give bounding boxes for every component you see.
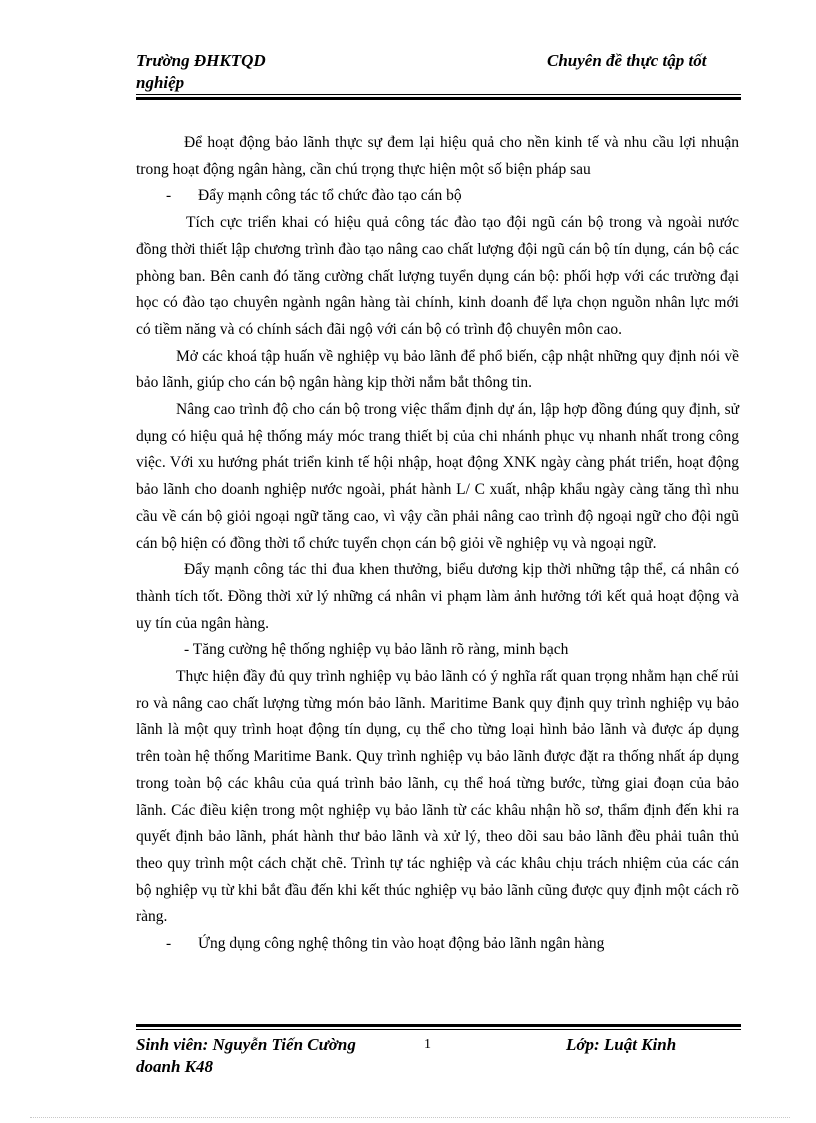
header-title-continued: nghiệp	[136, 73, 185, 92]
paragraph-rewards: Đẩy mạnh công tác thi đua khen thưởng, biểu dương kịp thời những tập thể, cá nhân có thành tích tốt. Đồng thời xử lý những cá nhân vi phạm làm ảnh hưởng tới kết quả hoạt động và uy tín của ngân hàng.	[136, 561, 739, 632]
bullet-dash: -	[166, 187, 172, 205]
footer-student: Sinh viên: Nguyễn Tiến Cường	[136, 1035, 356, 1054]
footer-rule-thin	[136, 1029, 741, 1030]
document-body	[136, 130, 739, 958]
footer-rule-thick	[136, 1024, 741, 1027]
bullet-system: - Tăng cường hệ thống nghiệp vụ bảo lãnh rõ ràng, minh bạch	[184, 641, 569, 659]
header-school: Trường ĐHKTQD	[136, 51, 266, 70]
bullet-technology	[136, 931, 739, 958]
footer-class-continued: doanh K48	[136, 1057, 213, 1076]
paragraph-intro: Để hoạt động bảo lãnh thực sự đem lại hiệu quả cho nền kinh tế và nhu cầu lợi nhuận trong hoạt động ngân hàng, cần chú trọng thực hiện một số biện pháp sau	[136, 134, 739, 178]
bullet-training-text: Đẩy mạnh công tác tổ chức đào tạo cán bộ	[198, 187, 462, 205]
page-footer	[136, 1034, 741, 1078]
header-rule-thin	[136, 94, 741, 95]
paragraph-skills: Nâng cao trình độ cho cán bộ trong việc thẩm định dự án, lập hợp đồng đúng quy định, sử dụng có hiệu quả hệ thống máy móc trang thiết bị của chi nhánh phục vụ nhanh nhất trong công việc. Với xu hướng phát triển kinh tế hội nhập, hoạt động XNK ngày càng phát triển, hoạt động bảo lãnh cho doanh nghiệp nước ngoài, phát hành L/ C xuất, nhập khẩu ngày càng tăng thì nhu cầu về cán bộ giỏi ngoại ngữ tăng cao, vì vậy cần phải nâng cao trình độ ngoại ngữ cho đội ngũ cán bộ hiện có đồng thời tổ chức tuyển chọn cán bộ giỏi về nghiệp vụ và ngoại ngữ.	[136, 401, 739, 552]
page-bottom-divider	[30, 1117, 790, 1118]
bullet-dash: -	[166, 935, 172, 953]
page-number: 1	[424, 1037, 431, 1052]
header-title: Chuyên đề thực tập tốt	[547, 51, 707, 70]
paragraph-procedure: Thực hiện đầy đủ quy trình nghiệp vụ bảo lãnh có ý nghĩa rất quan trọng nhằm hạn chế rủi ro và nâng cao chất lượng từng món bảo lãnh. Maritime Bank quy định quy trình nghiệp vụ bảo lãnh là một quy trình hoạt động tín dụng, cụ thể cho từng loại hình bảo lãnh và được áp dụng trên toàn hệ thống Maritime Bank. Quy trình nghiệp vụ bảo lãnh được đặt ra thống nhất áp dụng trong toàn bộ các khâu của quá trình bảo lãnh, cụ thể hoá từng bước, từng giai đoạn của bảo lãnh. Các điều kiện trong một nghiệp vụ bảo lãnh từ các khâu nhận hồ sơ, thẩm định đến khi ra quyết định bảo lãnh, phát hành thư bảo lãnh và xử lý, theo dõi sau bảo lãnh đều phải tuân thủ theo quy trình một cách chặt chẽ. Trình tự tác nghiệp và các khâu chịu trách nhiệm của các cán bộ nghiệp vụ từ khi bắt đầu đến khi kết thúc nghiệp vụ bảo lãnh cũng được quy định một cách rõ ràng.	[136, 668, 739, 926]
page-header	[136, 50, 741, 94]
footer-class: Lớp: Luật Kinh	[566, 1035, 677, 1054]
bullet-training	[136, 183, 739, 210]
paragraph-courses: Mở các khoá tập huấn về nghiệp vụ bảo lãnh để phổ biến, cập nhật những quy định nói về bảo lãnh, giúp cho cán bộ ngân hàng kịp thời nắm bắt thông tin.	[136, 347, 739, 392]
paragraph-training-detail: Tích cực triển khai có hiệu quả công tác đào tạo đội ngũ cán bộ trong và ngoài nước đồng thời thiết lập chương trình đào tạo nâng cao chất lượng đội ngũ cán bộ tín dụng, cán bộ các phòng ban. Bên canh đó tăng cường chất lượng tuyển dụng cán bộ: phối hợp với các trường đại học có đào tạo chuyên ngành ngân hàng tài chính, kinh doanh để lựa chọn nguồn nhân lực mới có tiềm năng và có chính sách đãi ngộ với cán bộ có trình độ chuyên môn cao.	[136, 214, 739, 338]
header-rule-thick	[136, 97, 741, 100]
bullet-technology-text: Ứng dụng công nghệ thông tin vào hoạt động bảo lãnh ngân hàng	[198, 935, 605, 953]
